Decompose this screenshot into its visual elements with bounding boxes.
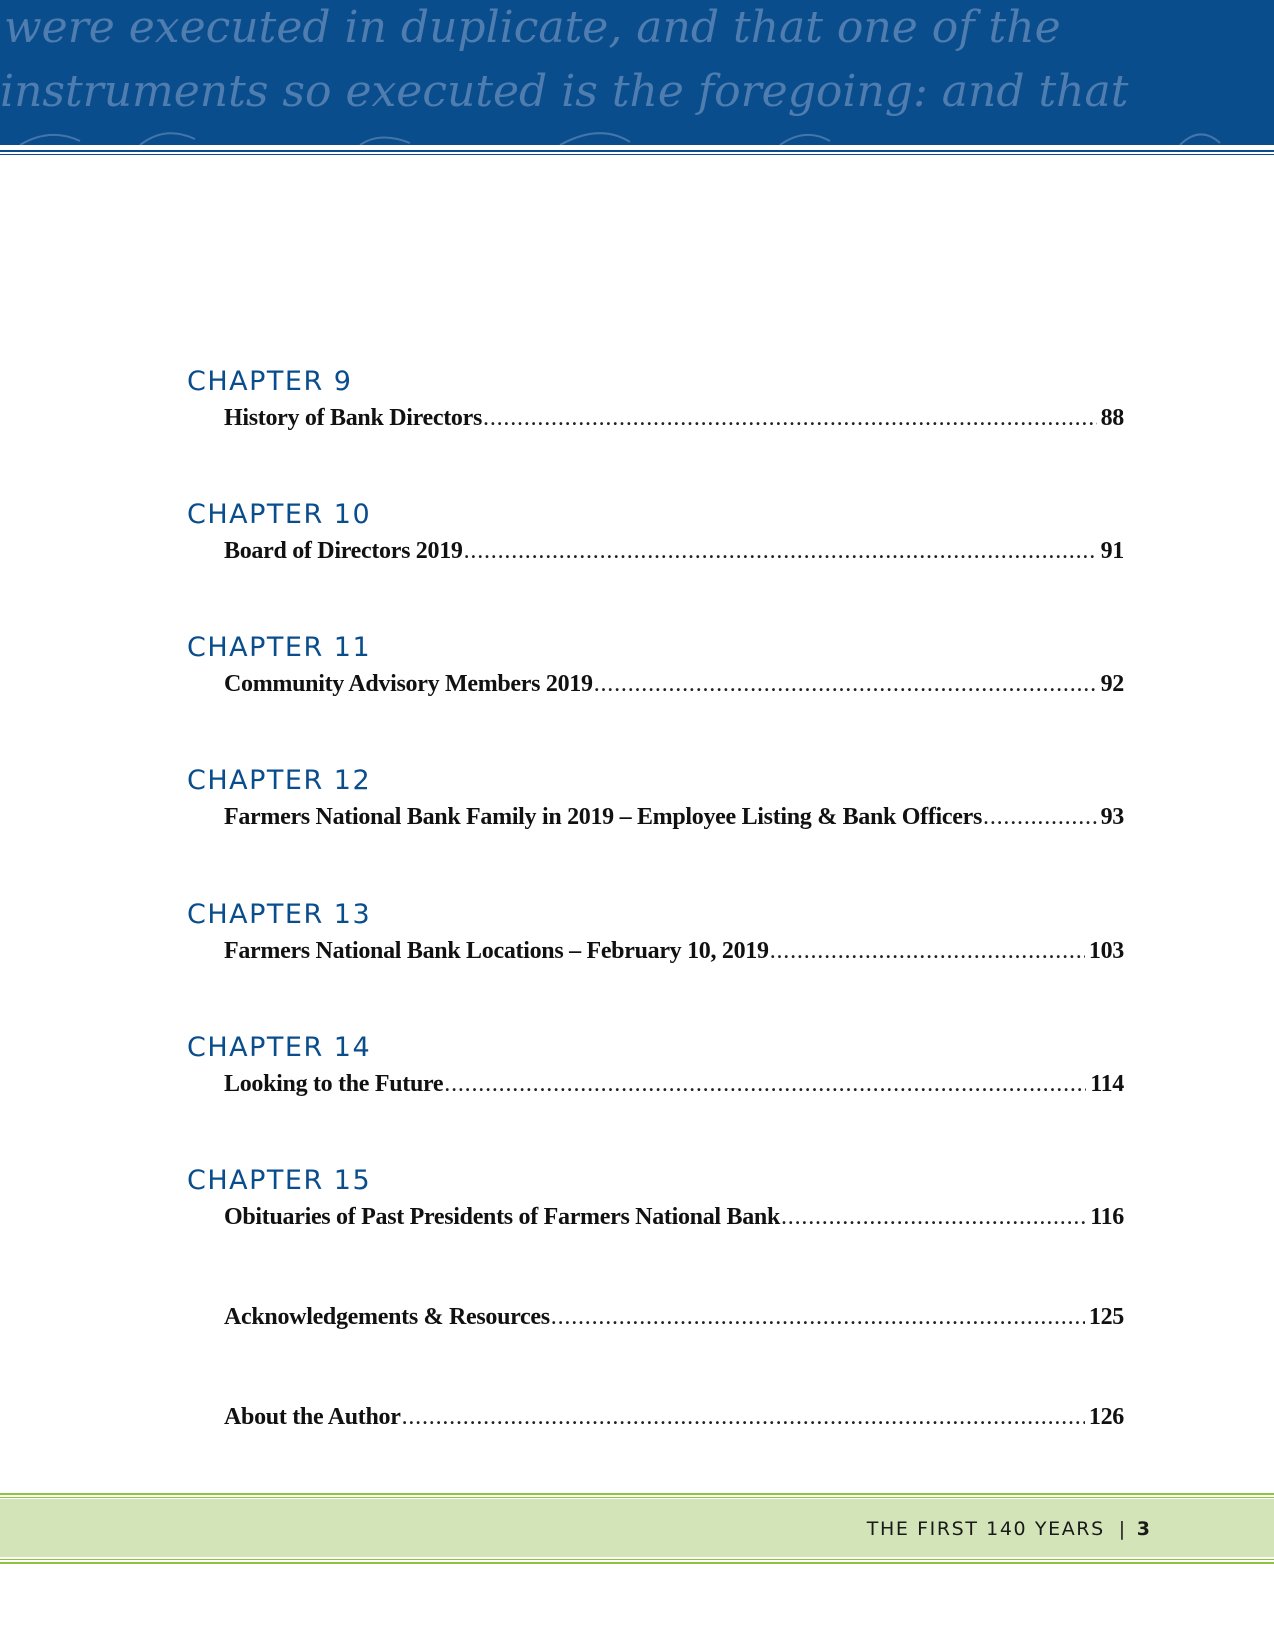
- dot-leader: [983, 802, 1097, 832]
- toc-entry[interactable]: [224, 669, 1124, 699]
- chapter-heading: CHAPTER 9: [187, 366, 353, 397]
- header-rule: [0, 150, 1274, 152]
- chapter-heading: CHAPTER 11: [187, 632, 372, 663]
- dot-leader: [594, 669, 1097, 699]
- script-line-2: instruments so executed is the foregoing: and that: [0, 66, 1129, 117]
- footer-rule-top-thin: [0, 1497, 1274, 1498]
- toc-entry-title: Board of Directors 2019: [224, 538, 463, 564]
- dot-leader: [464, 536, 1097, 566]
- toc-entry-page: 91: [1100, 538, 1124, 564]
- chapter-heading: CHAPTER 13: [187, 899, 372, 930]
- header-banner: [0, 0, 1274, 145]
- toc-entry-about-author[interactable]: [224, 1402, 1124, 1432]
- toc-entry-title: Farmers National Bank Locations – February 10, 2019: [224, 938, 769, 964]
- toc-entry[interactable]: [224, 1202, 1124, 1232]
- header-rule-thin: [0, 154, 1274, 155]
- toc-entry[interactable]: [224, 1069, 1124, 1099]
- chapter-heading: CHAPTER 15: [187, 1165, 372, 1196]
- dot-leader: [444, 1069, 1086, 1099]
- toc-entry[interactable]: [224, 936, 1124, 966]
- toc-entry-acknowledgements[interactable]: [224, 1302, 1124, 1332]
- footer-rule-bottom: [0, 1562, 1274, 1564]
- toc-entry-title: Farmers National Bank Family in 2019 – Employee Listing & Bank Officers: [224, 804, 983, 830]
- toc-entry[interactable]: [224, 802, 1124, 832]
- toc-entry-title: Community Advisory Members 2019: [224, 671, 593, 697]
- footer-rule-bottom-thin: [0, 1559, 1274, 1560]
- handwriting-texture: [0, 0, 1274, 145]
- toc-entry[interactable]: [224, 403, 1124, 433]
- dot-leader: [770, 936, 1085, 966]
- footer-rule-top: [0, 1493, 1274, 1495]
- book-title: THE FIRST 140 YEARS: [866, 1518, 1105, 1540]
- toc-entry-page: 103: [1088, 938, 1124, 964]
- toc-entry[interactable]: [224, 536, 1124, 566]
- footer-separator: |: [1118, 1518, 1127, 1540]
- toc-entry-page: 88: [1100, 405, 1124, 431]
- toc-entry-title: Obituaries of Past Presidents of Farmers National Bank: [224, 1204, 780, 1230]
- toc-entry-title: Looking to the Future: [224, 1071, 444, 1097]
- toc-entry-page: 125: [1088, 1304, 1124, 1330]
- toc-entry-title: About the Author: [224, 1404, 401, 1430]
- page-number: 3: [1136, 1518, 1150, 1540]
- dot-leader: [402, 1402, 1085, 1432]
- script-fragment-strokes: [20, 133, 1220, 145]
- chapter-heading: CHAPTER 12: [187, 765, 372, 796]
- toc-entry-page: 92: [1100, 671, 1124, 697]
- toc-entry-page: 126: [1088, 1404, 1124, 1430]
- dot-leader: [551, 1302, 1085, 1332]
- toc-entry-page: 93: [1100, 804, 1124, 830]
- toc-entry-page: 114: [1090, 1071, 1124, 1097]
- dot-leader: [781, 1202, 1086, 1232]
- chapter-heading: CHAPTER 10: [187, 499, 372, 530]
- running-footer: [867, 1517, 1150, 1541]
- toc-entry-title: History of Bank Directors: [224, 405, 483, 431]
- script-line-1: were executed in duplicate, and that one of the: [4, 2, 1061, 53]
- toc-entry-page: 116: [1090, 1204, 1124, 1230]
- dot-leader: [483, 403, 1097, 433]
- chapter-heading: CHAPTER 14: [187, 1032, 372, 1063]
- toc-entry-title: Acknowledgements & Resources: [224, 1304, 550, 1330]
